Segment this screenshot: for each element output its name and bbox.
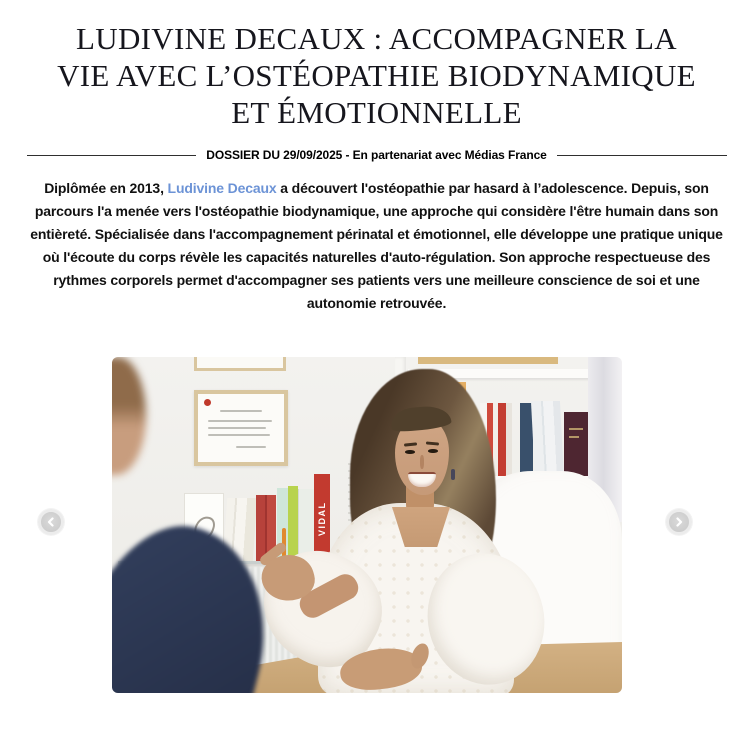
intro-text-before: Diplômée en 2013, [44,180,168,196]
photo-carousel [0,357,753,693]
title-line-2: VIE AVEC L’OSTÉOPATHIE BIODYNAMIQUE [57,58,696,93]
photo-man-head [112,357,146,475]
intro-text-after: a découvert l'ostéopathie par hasard à l’adolescence. Depuis, son parcours l'a menée vers l'ostéopathie biodynamique, une approche qui considère l'être humain dans son entièreté. Spécialisée dans l'accompagnement périnatal et émotionnel, elle développe une pratique unique où l'écoute du corps révèle les capacités naturelles d'auto-régulation. Son approche respectueuse des rythmes corporels permet d'accompagner ses patients vers une meilleure conscience de soi et une autonomie retrouvée. [30,180,723,311]
dateline [27,148,727,162]
chevron-right-icon [674,517,684,527]
photo-shelf-pale-books [531,401,564,479]
page-title [0,20,753,131]
title-line-1: LUDIVINE DECAUX : ACCOMPAGNER LA [76,21,677,56]
photo-certificate-seal [204,399,211,406]
carousel-prev-button[interactable] [38,509,64,535]
photo-upper-frame [194,357,286,371]
photo-certificate-frame [194,390,288,466]
photo-shelf-maroon-book [564,412,588,476]
dateline-rule-right [557,155,727,156]
title-line-3: ET ÉMOTIONNELLE [231,95,522,130]
photo-green-book [288,486,298,562]
intro-paragraph [24,177,730,315]
photo-woman-earring [451,469,455,480]
photo-vidal-book: VIDAL [314,474,330,563]
dateline-rule-left [27,155,197,156]
ludivine-decaux-link[interactable]: Ludivine Decaux [167,180,277,196]
photo-shelf-wood-edge [418,357,558,364]
article-photo [112,357,622,693]
dateline-text: DOSSIER DU 29/09/2025 - En partenariat avec Médias France [206,148,547,162]
chevron-left-icon [46,517,56,527]
carousel-next-button[interactable] [666,509,692,535]
